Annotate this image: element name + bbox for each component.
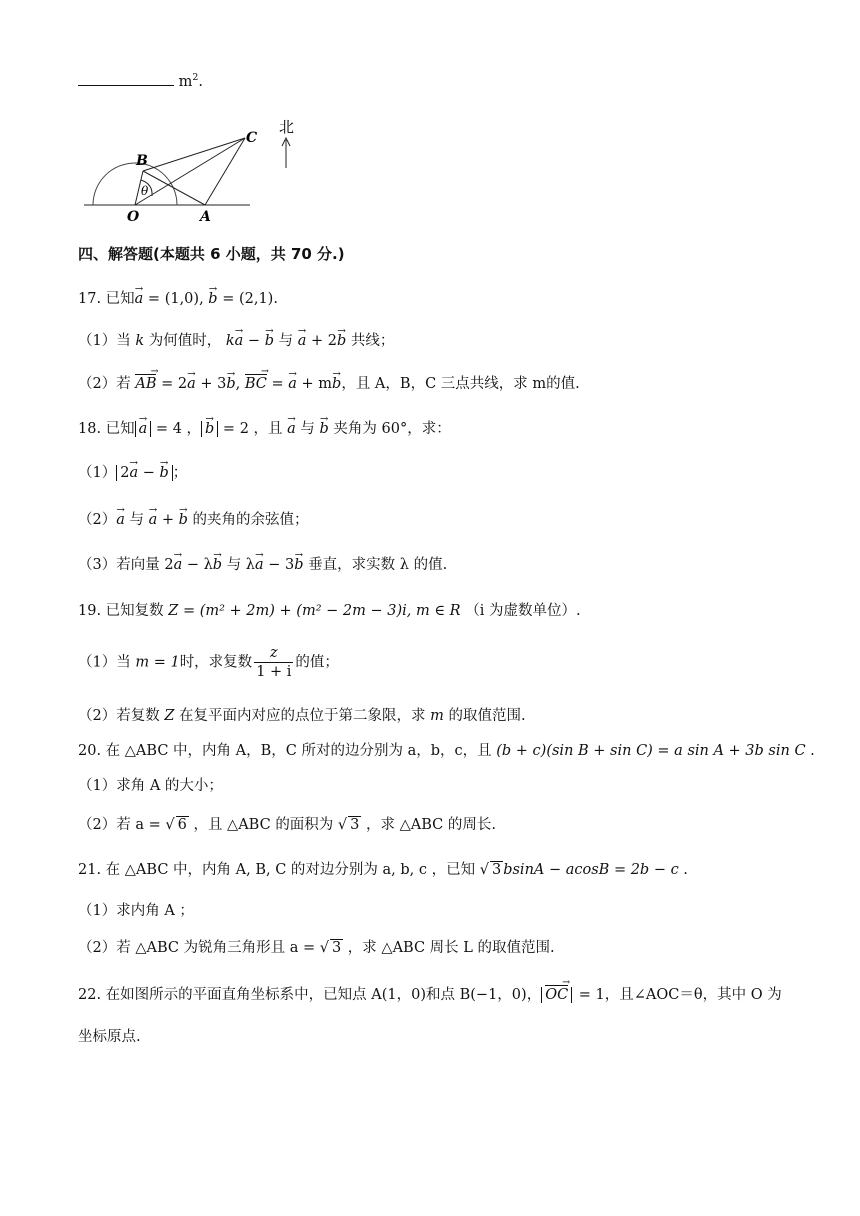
label-b: B: [136, 153, 148, 169]
k-var: k: [135, 333, 145, 349]
q22-stem: [78, 983, 782, 1004]
vec-b: → b: [208, 291, 217, 307]
vec-a: → a: [235, 333, 244, 349]
minus: −: [138, 465, 160, 481]
minus-lambda: − λ: [182, 557, 213, 573]
unit: m: [178, 73, 193, 90]
vec-bc: BC →: [245, 374, 267, 392]
q17-p1-mid: 为何值时，: [144, 333, 222, 349]
label-c: C: [246, 130, 258, 146]
plus-three: + 3: [195, 376, 227, 392]
segment-ba: [143, 171, 205, 205]
q20-part2: （2）若 a = √ 6 ，且 △ABC 的面积为 √ 3 ，求 △ABC 的周长.: [78, 817, 496, 833]
q18-p2-label: （2）: [78, 512, 117, 528]
q21-end: .: [678, 862, 688, 878]
m-var: m: [430, 708, 444, 724]
q21-part1: （1）求内角 A ；: [78, 903, 194, 919]
label-theta: θ: [141, 184, 149, 198]
vec-a: → a: [187, 376, 196, 392]
q21-expr: bsinA − acosB = 2b − c: [503, 862, 679, 878]
q20-end: .: [805, 743, 815, 759]
q19-stem: [78, 599, 581, 620]
q19-note: （i 为虚数单位）.: [465, 603, 581, 619]
sqrt-6: 6: [177, 817, 187, 833]
abs-b: [201, 421, 218, 437]
vec-a: → a: [139, 421, 148, 437]
fraction: [254, 644, 293, 681]
q18-stem: [78, 417, 451, 438]
vec-a: → a: [149, 512, 158, 528]
q22-oc-val: = 1: [574, 987, 605, 1003]
label-o: O: [127, 209, 140, 224]
q18-angle: 夹角为 60°，求：: [328, 421, 451, 437]
q19-expr: Z = (m² + 2m) + (m² − 2m − 3)i, m ∈ R: [168, 603, 461, 619]
eq: = 2: [156, 376, 188, 392]
abs-oc: [541, 987, 571, 1003]
plus-two: + 2: [306, 333, 337, 349]
q17-p2-label: （2）若: [78, 376, 136, 392]
comma: ,: [235, 376, 245, 392]
plus-m: + m: [296, 376, 333, 392]
q18-number: 18.: [78, 421, 102, 437]
q17-val-b: = (2,1): [217, 291, 274, 307]
q17-p2-tail: ，且 A，B，C 三点共线，求 m的值.: [341, 376, 580, 392]
vec-b: → b: [213, 557, 222, 573]
q21-p2-tail: ，求 △ABC 周长 L 的取值范围.: [343, 940, 555, 956]
vec-b: → b: [226, 376, 235, 392]
vec-b: → b: [332, 376, 341, 392]
q17-part1: [78, 329, 394, 350]
q17-part2: [78, 372, 580, 393]
vec-a: → a: [255, 557, 264, 573]
q22-number: 22.: [78, 987, 102, 1003]
q20-stem: [78, 739, 815, 760]
vec-ab: AB →: [135, 374, 156, 392]
q19-cond: m = 1: [135, 654, 180, 671]
abs-expr: [116, 465, 173, 481]
fraction-num: z: [254, 644, 293, 663]
q20-p2-label: （2）若 a =: [78, 817, 166, 833]
q20-number: 20.: [78, 743, 102, 759]
q19-lead: 已知复数: [105, 603, 169, 619]
segment-oc: [135, 138, 245, 205]
q18-p3-tail: 垂直，求实数 λ 的值.: [303, 557, 448, 573]
minus-three: − 3: [263, 557, 295, 573]
q21-part2: （2）若 △ABC 为锐角三角形且 a = √ 3 ，求 △ABC 周长 L 的取值范围.: [78, 940, 555, 956]
q18-p1-tail: ；: [172, 465, 188, 481]
answer-blank: [78, 73, 174, 86]
q19-part2: [78, 704, 526, 725]
q19-p2-tail: 的取值范围.: [443, 708, 526, 724]
and: 与: [295, 421, 320, 437]
q18-lead: 已知: [105, 421, 135, 437]
q19-p2-mid: 在复平面内对应的点位于第二象限，求: [174, 708, 431, 724]
two: 2: [120, 465, 130, 481]
eq: =: [266, 376, 289, 392]
segment-bc: [143, 138, 245, 171]
q21-number: 21.: [78, 862, 102, 878]
section-title: 四、解答题(本题共 6 小题，共 70 分.): [78, 245, 345, 263]
q18-part1: [78, 461, 187, 482]
minus: −: [243, 333, 265, 349]
two: 2: [164, 557, 174, 573]
geometry-figure: [80, 112, 310, 224]
sqrt-3: 3: [491, 862, 502, 878]
q19-p2-label: （2）若复数: [78, 708, 165, 724]
q21-stem: 21. 在 △ABC 中，内角 A, B, C 的对边分别为 a, b, c ，已知 √ 3 bsinA − acosB = 2b − c .: [78, 862, 688, 878]
label-north: 北: [279, 118, 295, 136]
vec-oc: OC →: [545, 985, 568, 1003]
q17-end: .: [273, 291, 278, 307]
q19-p1-mid: 时，求复数: [179, 654, 253, 671]
vec-b: → b: [160, 465, 169, 481]
k-coef: k: [225, 333, 235, 349]
vec-a: → a: [174, 557, 183, 573]
q19-p1-tail: 的值；: [295, 654, 339, 671]
semicircle: [93, 163, 177, 205]
vec-a: → a: [135, 291, 144, 307]
q17-p1-label: （1）当: [78, 333, 136, 349]
label-a: A: [200, 209, 211, 224]
vec-b: → b: [265, 333, 274, 349]
q21-p2-label: （2）若 △ABC 为锐角三角形且 a =: [78, 940, 320, 956]
and: 与: [273, 333, 298, 349]
unit-end: .: [198, 73, 203, 90]
q19-p1-label: （1）当: [78, 654, 136, 671]
vec-a: → a: [129, 465, 138, 481]
vec-b: → b: [179, 512, 188, 528]
q17-p1-tail: 共线；: [346, 333, 395, 349]
q18-p2-tail: 的夹角的余弦值；: [187, 512, 309, 528]
q19-part1: [78, 644, 339, 681]
vec-a: → a: [288, 376, 297, 392]
vec-a: → a: [287, 421, 296, 437]
q18-p3-label: （3）若向量: [78, 557, 165, 573]
q21-text: 在 △ABC 中，内角 A, B, C 的对边分别为 a, b, c ，已知: [105, 862, 480, 878]
plus: +: [157, 512, 179, 528]
q17-stem: [78, 287, 278, 308]
abs-b-val: = 2 ，且: [218, 421, 288, 437]
q20-p2-tail: ，求 △ABC 的周长.: [361, 817, 496, 833]
fraction-den: 1 + i: [256, 664, 292, 680]
q22-text1: 在如图所示的平面直角坐标系中，已知点 A(1，0)和点 B(−1，0)，: [105, 987, 542, 1003]
answer-blank-line: [78, 72, 203, 90]
vec-a: → a: [298, 333, 307, 349]
q22-continue: 坐标原点.: [78, 1029, 141, 1045]
vec-b: → b: [205, 421, 214, 437]
q20-expr: (b + c)(sin B + sin C) = a sin A + 3b sin C: [496, 743, 806, 759]
abs-a-val: = 4 ，: [151, 421, 202, 437]
q18-part2: [78, 508, 309, 529]
unit-power: 2: [192, 72, 199, 83]
and-lambda: 与 λ: [222, 557, 256, 573]
segment-ac: [205, 138, 245, 205]
and: 与: [124, 512, 149, 528]
abs-a: [135, 421, 152, 437]
vec-a: → a: [116, 512, 125, 528]
q20-text: 在 △ABC 中，内角 A，B，C 所对的边分别为 a，b，c，且: [105, 743, 497, 759]
vec-b: → b: [294, 557, 303, 573]
q17-number: 17.: [78, 291, 102, 307]
vec-b: → b: [337, 333, 346, 349]
q18-part3: [78, 553, 447, 574]
vec-b: → b: [320, 421, 329, 437]
sqrt-3: 3: [350, 817, 360, 833]
z-var: Z: [164, 708, 175, 724]
sqrt-3: 3: [331, 940, 342, 956]
q20-p2-mid: ，且 △ABC 的面积为: [188, 817, 338, 833]
q20-part1: （1）求角 A 的大小；: [78, 778, 223, 794]
q17-lead: 已知: [105, 291, 135, 307]
q18-p1-label: （1）: [78, 465, 117, 481]
q17-val-a: = (1,0),: [143, 291, 209, 307]
q19-number: 19.: [78, 603, 102, 619]
q22-text2: ，且∠AOC＝θ，其中 O 为: [604, 987, 782, 1003]
